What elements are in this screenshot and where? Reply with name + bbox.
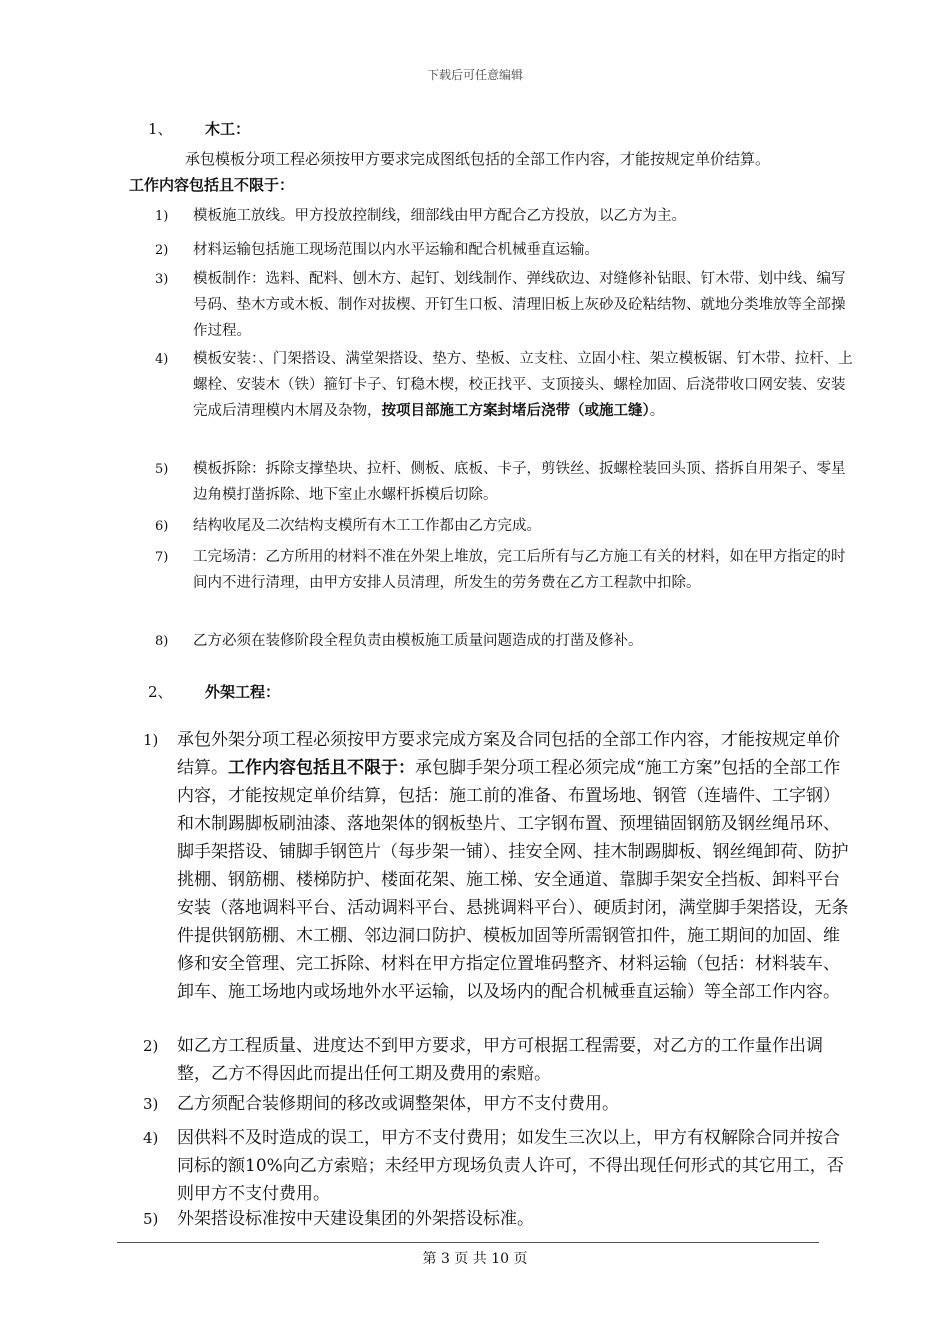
list-marker: 4)	[155, 352, 169, 367]
page-number: 第 3 页 共 10 页	[422, 1251, 528, 1267]
list-item-text-main: 模板安装：、门架搭设、满堂架搭设、垫方、垫板、立支柱、立固小柱、架立模板锯、钉木带、拉杆、上螺栓、安装木（铁）箍钉卡子、钉稳木楔，校正找平、支顶接头、螺栓加固、后浇带收口网安装、安装完成后清理模内木屑及杂物，	[193, 351, 853, 419]
list-item-text: 如乙方工程质量、进度达不到甲方要求，甲方可根据工程需要，对乙方的工作量作出调整，乙方不得因此而提出任何工期及费用的索赔。	[177, 1036, 823, 1084]
list-marker: 1)	[155, 209, 169, 224]
list-marker: 5)	[143, 1210, 159, 1228]
list-marker: 3)	[143, 1095, 159, 1113]
list-marker: 4)	[143, 1129, 159, 1147]
list-item-text: 工完场清：乙方所用的材料不准在外架上堆放，完工后所有与乙方施工有关的材料，如在甲方指定的时间内不进行清理，由甲方安排人员清理，所发生的劳务费在乙方工程款中扣除。	[193, 549, 846, 591]
list-item	[155, 237, 855, 264]
list-item-text: 材料运输包括施工现场范围以内水平运输和配合机械垂直运输。	[193, 242, 599, 258]
list-item	[143, 1032, 855, 1088]
section-1-heading	[148, 118, 250, 139]
list-item	[155, 456, 855, 508]
list-item-text-bold: 按项目部施工方案封堵后浇带（或施工缝）	[381, 402, 650, 419]
section-1-intro-text: 承包模板分项工程必须按甲方要求完成图纸包括的全部工作内容，才能按规定单价结算。	[185, 150, 771, 168]
list-item	[143, 1090, 855, 1118]
list-item-text	[177, 726, 853, 1006]
section-2-heading	[148, 681, 280, 702]
list-item-text-bold: 工作内容包括且不限于：	[228, 758, 415, 778]
section-1-intro	[125, 146, 855, 198]
list-item-text-tail: 。	[649, 403, 665, 419]
list-item-text	[193, 346, 853, 424]
list-item	[155, 266, 855, 344]
list-item-text: 结构收尾及二次结构支模所有木工工作都由乙方完成。	[193, 518, 541, 534]
list-item	[155, 628, 855, 655]
list-item	[155, 203, 855, 230]
list-item-text-main: 承包外架分项工程必须按甲方要求完成方案及合同包括的全部工作内容，才能按规定单价结算。	[177, 730, 840, 778]
header-note: 下载后可任意编辑	[426, 68, 523, 82]
section-2-title: 外架工程：	[205, 683, 281, 701]
section-1-number: 1、	[148, 120, 173, 138]
list-item-text: 乙方必须在装修阶段全程负责由模板施工质量问题造成的打凿及修补。	[193, 633, 643, 649]
list-item-text: 模板拆除：拆除支撑垫块、拉杆、侧板、底板、卡子，剪铁丝、扳螺栓装回头顶、搭拆自用架子、零星边角模打凿拆除、地下室止水螺杆拆模后切除。	[193, 461, 846, 503]
section-1-title: 木工：	[205, 120, 251, 138]
footer-divider	[117, 1242, 819, 1243]
list-item	[143, 1205, 855, 1233]
list-marker: 5)	[155, 462, 169, 477]
list-item	[143, 1124, 855, 1208]
list-item-text: 外架搭设标准按中天建设集团的外架搭设标准。	[177, 1209, 534, 1229]
section-1-scope-label: 工作内容包括且不限于：	[129, 176, 295, 194]
list-marker: 1)	[143, 731, 159, 749]
list-item-text: 乙方须配合装修期间的移改或调整架体，甲方不支付费用。	[177, 1094, 619, 1114]
list-marker: 6)	[155, 519, 169, 534]
list-item	[143, 726, 855, 1006]
list-item-text: 因供料不及时造成的误工，甲方不支付费用；如发生三次以上，甲方有权解除合同并按合同标的额10%向乙方索赔；未经甲方现场负责人许可，不得出现任何形式的其它用工，否则甲方不支付费用。	[177, 1128, 844, 1204]
list-marker: 7)	[155, 550, 169, 565]
section-2-number: 2、	[148, 683, 173, 701]
list-item	[155, 513, 855, 540]
list-marker: 8)	[155, 634, 169, 649]
list-item	[155, 346, 855, 424]
list-item-text: 模板施工放线。甲方投放控制线，细部线由甲方配合乙方投放，以乙方为主。	[193, 208, 686, 224]
list-marker: 2)	[143, 1037, 159, 1055]
list-marker: 3)	[155, 272, 169, 287]
list-item	[155, 544, 855, 596]
list-item-text-tail: 承包脚手架分项工程必须完成“施工方案”包括的全部工作内容，才能按规定单价结算，包括：施工前的准备、布置场地、钢管（连墙件、工字钢）和木制踢脚板刷油漆、落地架体的钢板垫片、工字钢布置、预埋锚固钢筋及钢丝绳吊环、脚手架搭设、铺脚手钢笆片（每步架一铺）、挂安全网、挂木制踢脚板、钢丝绳卸荷、防护挑棚、钢筋棚、楼梯防护、楼面花架、施工梯、安全通道、靠脚手架安全挡板、卸料平台安装（落地调料平台、活动调料平台、悬挑调料平台）、硬质封闭，满堂脚手架搭设，无条件提供钢筋棚、木工棚、邻边洞口防护、模板加固等所需钢管扣件，施工期间的加固、维修和安全管理、完工拆除、材料在甲方指定位置堆码整齐、材料运输（包括：材料装车、卸车、施工场地内或场地外水平运输，以及场内的配合机械垂直运输）等全部工作内容。	[177, 758, 849, 1002]
list-marker: 2)	[155, 243, 169, 258]
list-item-text: 模板制作：选料、配料、刨木方、起钉、划线制作、弹线砍边、对缝修补钻眼、钉木带、划中线、编写号码、垫木方或木板、制作对拔楔、开钉生口板、清理旧板上灰砂及砼粘结物、就地分类堆放等全部操作过程。	[193, 271, 846, 339]
